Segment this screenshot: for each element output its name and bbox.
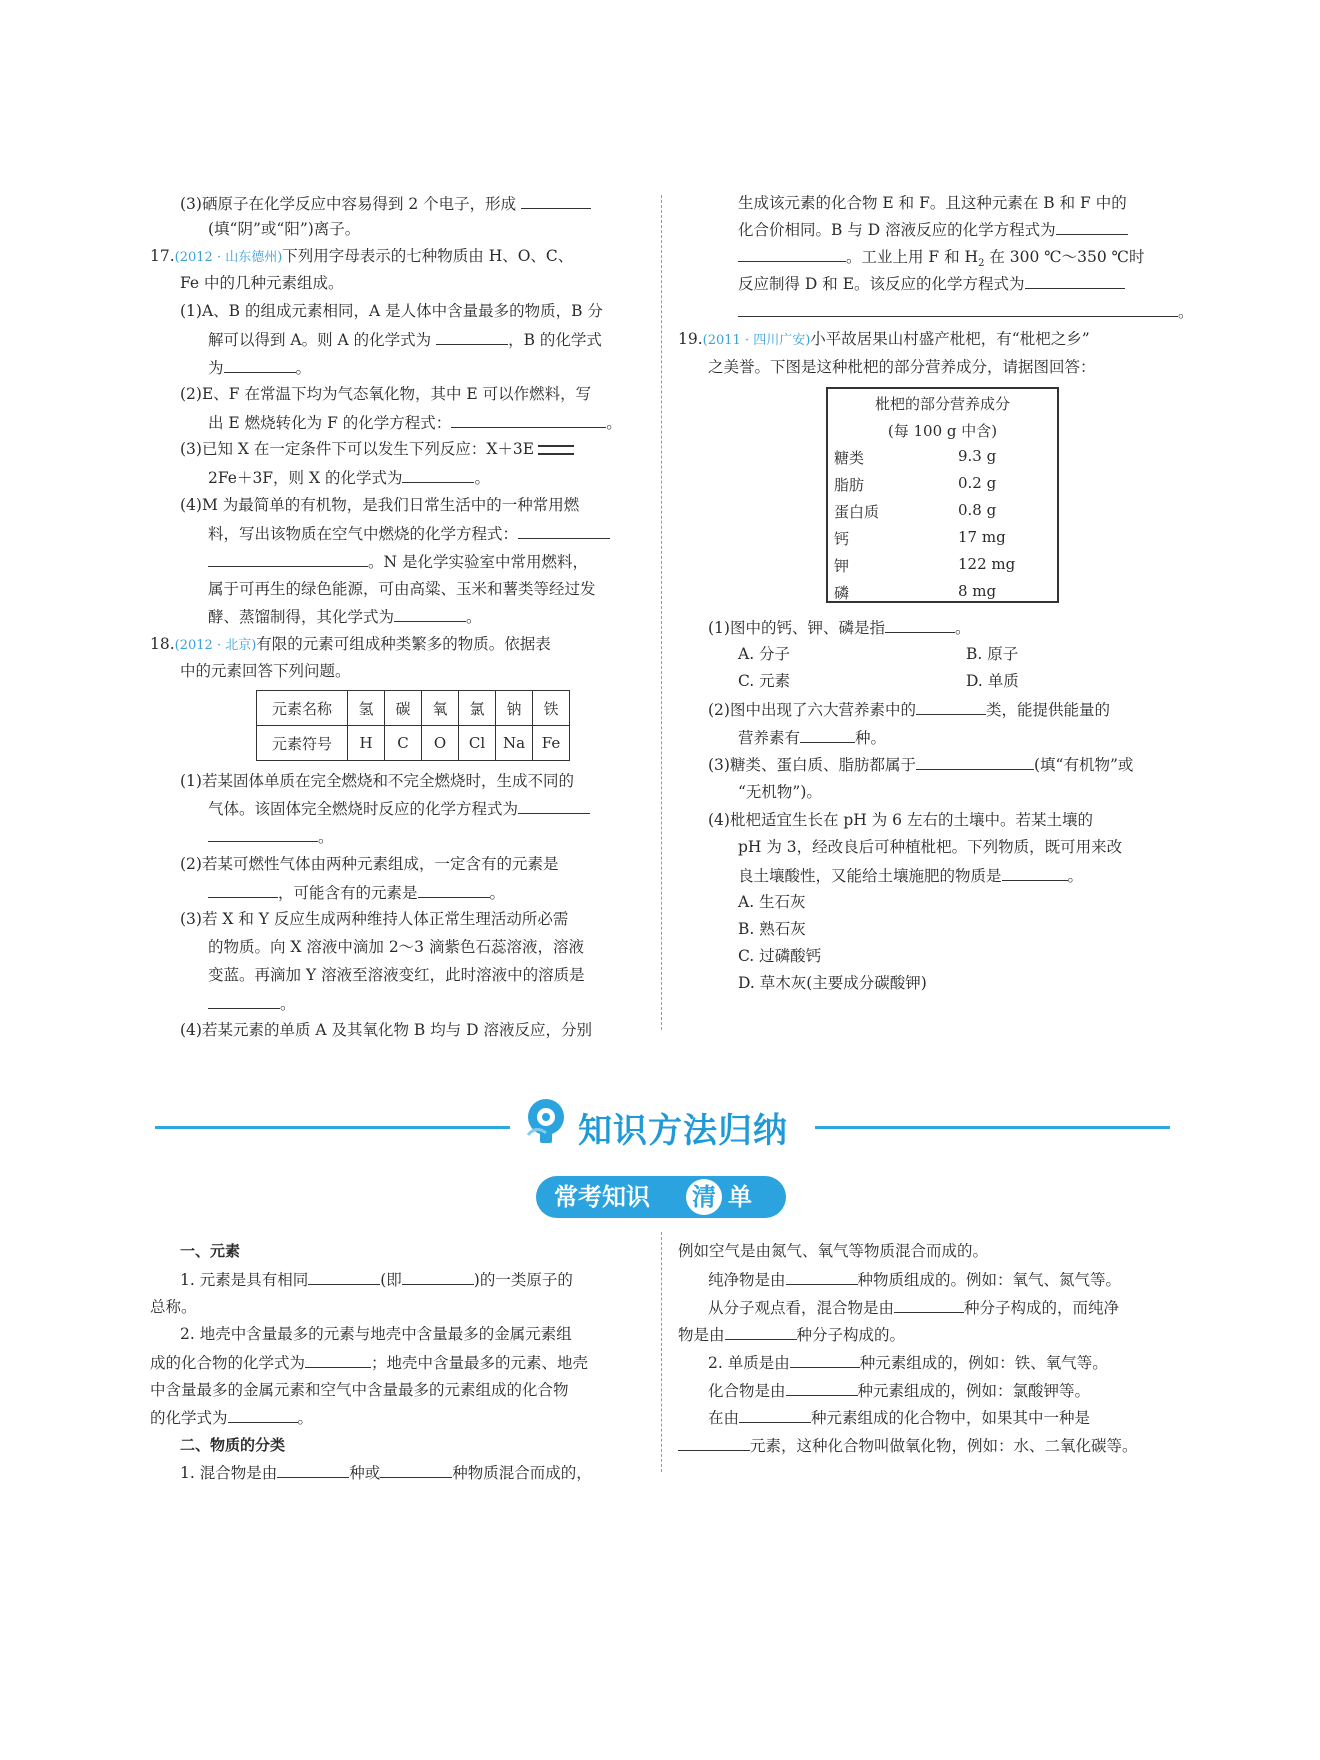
pill-circle-char: 清: [686, 1179, 722, 1215]
q16-3-line1: (3)硒原子在化学反应中容易得到 2 个电子，形成: [180, 192, 591, 215]
q19-2-line1: (2)图中出现了六大营养素中的 类，能提供能量的: [708, 698, 1110, 721]
q19-4-option-a[interactable]: A. 生石灰: [738, 893, 806, 911]
bl-line6: 的化学式为 。: [150, 1406, 313, 1429]
q18-4-cont-line5: 。: [738, 300, 1194, 323]
question-source: (2011 · 四川广安): [702, 333, 811, 348]
q17-line2: Fe 中的几种元素组成。: [180, 274, 344, 292]
q17-3-line1: (3)已知 X 在一定条件下可以发生下列反应：X＋3E: [180, 438, 574, 460]
pill-label-end: 单: [728, 1183, 752, 1211]
answer-blank[interactable]: [678, 1434, 750, 1451]
answer-blank[interactable]: [800, 726, 855, 743]
q18-line1: 18.(2012 · 北京)有限的元素可组成种类繁多的物质。依据表: [150, 635, 551, 653]
q17-2-line2: 出 E 燃烧转化为 F 的化学方程式： 。: [208, 411, 622, 434]
answer-blank[interactable]: [451, 411, 606, 428]
q19-4-line2: pH 为 3，经改良后可种植枇杷。下列物质，既可用来改: [738, 838, 1123, 856]
nutrient-name: 脂肪: [834, 476, 865, 494]
answer-blank[interactable]: [208, 825, 318, 842]
answer-blank[interactable]: [1056, 218, 1128, 235]
nutrient-value: 0.2 g: [958, 474, 997, 492]
br-line2: 纯净物是由 种物质组成的。例如：氧气、氮气等。: [708, 1268, 1121, 1291]
br-line7: 在由 种元素组成的化合物中，如果其中一种是: [708, 1406, 1090, 1429]
q18-3-line2: 的物质。向 X 溶液中滴加 2～3 滴紫色石蕊溶液，溶液: [208, 938, 584, 956]
nutrient-name: 蛋白质: [834, 503, 880, 521]
answer-blank[interactable]: [277, 1461, 349, 1478]
table-cell: Cl: [459, 726, 496, 761]
answer-blank[interactable]: [521, 192, 591, 209]
nutrition-subtitle: (每 100 g 中含): [887, 422, 998, 440]
q18-2-line1: (2)若某可燃性气体由两种元素组成，一定含有的元素是: [180, 855, 559, 873]
q17-4-line5: 酵、蒸馏制得，其化学式为 。: [208, 605, 482, 628]
q19-3-line1: (3)糖类、蛋白质、脂肪都属于 (填“有机物”或: [708, 753, 1133, 776]
banner-rule-left: [155, 1126, 510, 1129]
q19-2-line2: 营养素有 种。: [738, 726, 886, 749]
answer-blank[interactable]: [885, 616, 955, 633]
q16-3-line2: (填“阴”或“阳”)离子。: [208, 220, 361, 238]
section-heading-elements: 一、元素: [180, 1242, 241, 1260]
q18-3-line3: 变蓝。再滴加 Y 溶液至溶液变红，此时溶液中的溶质是: [208, 966, 585, 984]
answer-blank[interactable]: [418, 881, 490, 898]
table-cell: 氢: [348, 691, 385, 726]
q17-line1: 17.(2012 · 山东德州)下列用字母表示的七种物质由 H、O、C、: [150, 247, 574, 265]
lightbulb-gear-icon: [520, 1095, 574, 1149]
nutrition-title: 枇杷的部分营养成分: [874, 395, 1010, 413]
answer-blank[interactable]: [1025, 272, 1125, 289]
nutrient-value: 8 mg: [958, 582, 997, 600]
table-cell: 元素符号: [257, 726, 348, 761]
nutrient-name: 糖类: [834, 449, 865, 467]
q17-4-line4: 属于可再生的绿色能源，可由高粱、玉米和薯类等经过发: [208, 580, 596, 598]
answer-blank[interactable]: [208, 881, 278, 898]
banner-rule-right: [815, 1126, 1170, 1129]
q17-2-line1: (2)E、F 在常温下均为气态氧化物，其中 E 可以作燃料，写: [180, 385, 592, 403]
table-row: [257, 691, 570, 726]
answer-blank[interactable]: [308, 1268, 380, 1285]
answer-blank[interactable]: [228, 1406, 298, 1423]
option-d[interactable]: D. 单质: [966, 672, 1019, 690]
answer-blank[interactable]: [738, 300, 1178, 317]
section-banner-title: 知识方法归纳: [578, 1111, 788, 1151]
q17-4-line3: 。N 是化学实验室中常用燃料，: [208, 550, 588, 573]
answer-blank[interactable]: [725, 1323, 797, 1340]
table-cell: 钠: [496, 691, 533, 726]
q18-2-line2: ，可能含有的元素是 。: [208, 881, 505, 904]
question-number: 17.: [150, 247, 175, 265]
answer-blank[interactable]: [739, 1406, 811, 1423]
q18-4-cont-line3: 。工业上用 F 和 $H_2$ 在 300 ℃～350 ℃时: [738, 245, 1145, 275]
bl-line2: 总称。: [150, 1298, 197, 1316]
answer-blank[interactable]: [208, 992, 280, 1009]
q18-1-line3: 。: [208, 825, 334, 848]
q18-3-line4: 。: [208, 992, 296, 1015]
answer-blank[interactable]: [790, 1351, 860, 1368]
nutrient-value: 17 mg: [958, 528, 1006, 546]
q17-4-line1: (4)M 为最简单的有机物，是我们日常生活中的一种常用燃: [180, 496, 580, 514]
q19-line2: 之美誉。下图是这种枇杷的部分营养成分，请据图回答：: [708, 358, 1096, 376]
nutrient-name: 钙: [834, 530, 850, 548]
bl-line4: 成的化合物的化学式为 ；地壳中含量最多的元素、地壳: [150, 1351, 588, 1374]
br-line1: 例如空气是由氮气、氧气等物质混合而成的。: [678, 1242, 989, 1260]
bl-line3: 2. 地壳中含量最多的元素与地壳中含量最多的金属元素组: [180, 1325, 572, 1343]
q17-4-line2: 料，写出该物质在空气中燃烧的化学方程式：: [208, 522, 610, 545]
table-cell: H: [348, 726, 385, 761]
table-cell: O: [422, 726, 459, 761]
table-cell: 氯: [459, 691, 496, 726]
answer-blank[interactable]: [894, 1296, 964, 1313]
q18-4-cont-line4: 反应制得 D 和 E。该反应的化学方程式为: [738, 272, 1125, 295]
nutrient-name: 磷: [834, 584, 850, 602]
table-cell: 铁: [533, 691, 570, 726]
q19-4-option-c[interactable]: C. 过磷酸钙: [738, 947, 822, 965]
answer-blank[interactable]: [916, 753, 1034, 770]
table-cell: 氧: [422, 691, 459, 726]
nutrient-value: 0.8 g: [958, 501, 997, 519]
q17-1-line1: (1)A、B 的组成元素相同，A 是人体中含量最多的物质，B 分: [180, 302, 603, 320]
column-divider: [661, 195, 662, 1030]
q17-1-line3: 为 。: [208, 356, 311, 379]
q18-line2: 中的元素回答下列问题。: [180, 662, 351, 680]
q18-4-cont-line1: 生成该元素的化合物 E 和 F。且这种元素在 B 和 F 中的: [738, 194, 1127, 212]
q18-3-line1: (3)若 X 和 Y 反应生成两种维持人体正常生理活动所必需: [180, 910, 569, 928]
answer-blank[interactable]: [394, 605, 466, 622]
br-line5: 2. 单质是由 种元素组成的，例如：铁、氧气等。: [708, 1351, 1108, 1374]
q19-3-line2: “无机物”)。: [738, 783, 822, 801]
answer-blank[interactable]: [402, 466, 474, 483]
q19-4-line3: 良土壤酸性，又能给土壤施肥的物质是 。: [738, 864, 1083, 887]
option-a[interactable]: A. 分子: [738, 645, 791, 663]
q19-4-line1: (4)枇杷适宜生长在 pH 为 6 左右的土壤中。若某土壤的: [708, 811, 1093, 829]
table-cell: 元素名称: [257, 691, 348, 726]
answer-blank[interactable]: [786, 1379, 858, 1396]
nutrient-value: 9.3 g: [958, 447, 997, 465]
br-line8: 元素，这种化合物叫做氧化物，例如：水、二氧化碳等。: [678, 1434, 1138, 1457]
br-line4: 物是由 种分子构成的。: [678, 1323, 905, 1346]
nutrient-value: 122 mg: [958, 555, 1016, 573]
q19-1-line1: (1)图中的钙、钾、磷是指 。: [708, 616, 970, 639]
q18-1-line1: (1)若某固体单质在完全燃烧和不完全燃烧时，生成不同的: [180, 772, 574, 790]
bl-line7: 1. 混合物是由 种或 种物质混合而成的，: [180, 1461, 592, 1484]
option-c[interactable]: C. 元素: [738, 672, 791, 690]
question-source: (2012 · 北京): [174, 638, 257, 653]
br-line3: 从分子观点看，混合物是由 种分子构成的，而纯净: [708, 1296, 1119, 1319]
bl-line5: 中含量最多的金属元素和空气中含量最多的元素组成的化合物: [150, 1381, 569, 1399]
q18-4-cont-line2: 化合价相同。B 与 D 溶液反应的化学方程式为: [738, 218, 1128, 241]
nutrition-box: [826, 387, 1059, 603]
equals-sign-icon: [538, 445, 574, 455]
pill-label: 常考知识: [554, 1183, 650, 1211]
nutrient-name: 钾: [834, 557, 850, 575]
answer-blank[interactable]: [224, 356, 296, 373]
question-number: 19.: [678, 330, 703, 348]
answer-blank[interactable]: [402, 1268, 474, 1285]
answer-blank[interactable]: [916, 698, 986, 715]
answer-blank[interactable]: [305, 1351, 371, 1368]
column-divider: [661, 1232, 662, 1472]
table-cell: C: [385, 726, 422, 761]
question-source: (2012 · 山东德州): [174, 250, 283, 265]
q19-4-option-b[interactable]: B. 熟石灰: [738, 920, 806, 938]
table-cell: Na: [496, 726, 533, 761]
answer-blank[interactable]: [380, 1461, 452, 1478]
q18-1-line2: 气体。该固体完全燃烧时反应的化学方程式为: [208, 797, 590, 820]
section-heading-classification: 二、物质的分类: [180, 1436, 286, 1454]
br-line6: 化合物是由 种元素组成的，例如：氯酸钾等。: [708, 1379, 1090, 1402]
answer-blank[interactable]: [518, 797, 590, 814]
q19-4-option-d[interactable]: D. 草木灰(主要成分碳酸钾): [738, 974, 927, 992]
question-number: 18.: [150, 635, 175, 653]
q18-4-line1: (4)若某元素的单质 A 及其氧化物 B 均与 D 溶液反应，分别: [180, 1021, 593, 1039]
element-table: [256, 690, 570, 761]
table-row: [257, 726, 570, 761]
q17-1-line2: 解可以得到 A。则 A 的化学式为 ，B 的化学式: [208, 328, 602, 351]
section-pill: [536, 1176, 786, 1218]
answer-blank[interactable]: [436, 328, 508, 345]
option-b[interactable]: B. 原子: [966, 645, 1019, 663]
q17-3-line2: 2Fe＋3F，则 X 的化学式为 。: [208, 466, 490, 489]
answer-blank[interactable]: [1002, 864, 1068, 881]
q19-line1: 19.(2011 · 四川广安)小平故居果山村盛产枇杷，有“枇杷之乡”: [678, 330, 1090, 348]
answer-blank[interactable]: [738, 245, 846, 262]
answer-blank[interactable]: [518, 522, 610, 539]
table-cell: 碳: [385, 691, 422, 726]
table-cell: Fe: [533, 726, 570, 761]
answer-blank[interactable]: [786, 1268, 858, 1285]
bl-line1: 1. 元素是具有相同 (即 )的一类原子的: [180, 1268, 573, 1291]
answer-blank[interactable]: [208, 550, 368, 567]
